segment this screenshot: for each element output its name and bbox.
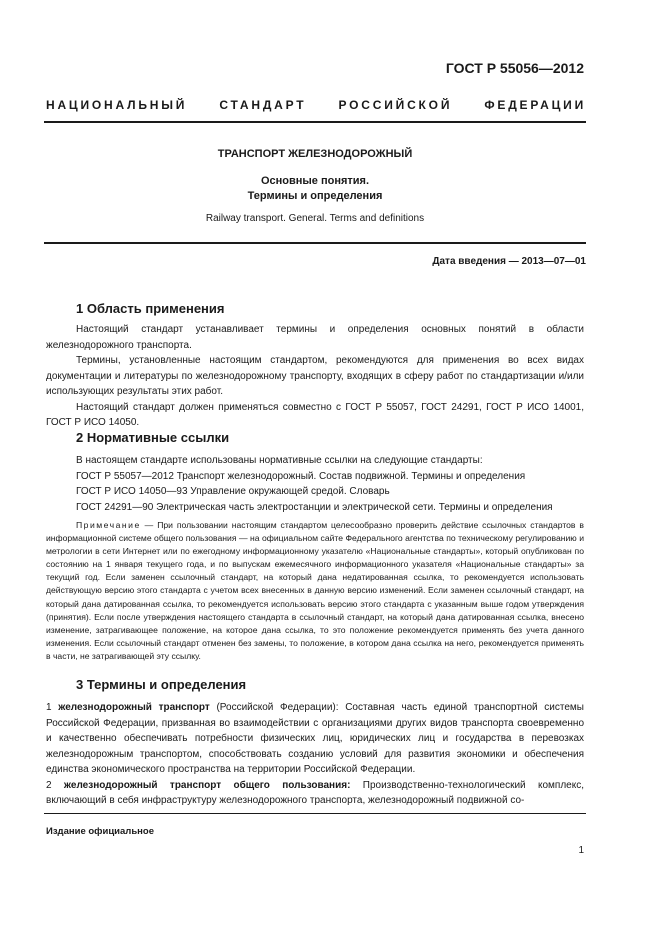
term-definition: (Российской Федерации): Составная часть единой транспортной системы Российской Федерации, призванная во взаимодействии с организациями других видов транспорта своевременно и качественно обеспечивать потребности физических лиц, юридических лиц и государства в перевозках железнодорожным транспортом, способствовать созданию условий для развития экономики и обеспечения единства экономического пространства на территории Российской Федерации. — [46, 702, 584, 775]
term-entry — [46, 700, 584, 778]
subtitle-line-2: Термины и определения — [247, 190, 383, 202]
standard-title: ТРАНСПОРТ ЖЕЛЕЗНОДОРОЖНЫЙ — [217, 148, 413, 160]
standard-subtitle — [44, 174, 586, 204]
english-title: Railway transport. General. Terms and definitions — [205, 213, 425, 224]
term-entry — [46, 778, 584, 809]
subtitle-line-1: Основные понятия. — [260, 175, 370, 187]
title-rule — [44, 242, 586, 244]
term-number: 1 — [46, 702, 52, 713]
paragraph: Настоящий стандарт должен применяться совместно с ГОСТ Р 55057, ГОСТ 24291, ГОСТ Р ИСО 14001, ГОСТ Р ИСО 14050. — [46, 401, 584, 428]
official-edition-label: Издание официальное — [46, 826, 154, 837]
term-definition: Производственно-технологический комплекс, включающий в себя инфраструктуру железнодорожного транспорта, железнодорожный подвижной со- — [46, 779, 585, 806]
reference-item: ГОСТ Р 55057—2012 Транспорт железнодорожный. Состав подвижной. Термины и определения — [76, 470, 526, 482]
term-name: железнодорожный транспорт — [58, 702, 210, 713]
standard-header-title: НАЦИОНАЛЬНЫЙ СТАНДАРТ РОССИЙСКОЙ ФЕДЕРАЦИИ — [46, 98, 586, 112]
section-2-body — [46, 453, 584, 515]
term-number: 2 — [46, 779, 52, 791]
reference-item: ГОСТ 24291—90 Электрическая часть электростанции и электрической сети. Термины и определения — [76, 501, 553, 513]
term-name: железнодорожный транспорт общего пользования: — [63, 779, 351, 791]
document-number: ГОСТ Р 55056—2012 — [445, 60, 584, 76]
section-1-heading: 1 Область применения — [76, 301, 225, 316]
header-rule — [44, 121, 586, 123]
reference-item: ГОСТ Р ИСО 14050—93 Управление окружающей средой. Словарь — [76, 486, 390, 497]
footer-rule — [44, 813, 586, 814]
introduction-date: Дата введения — 2013—07—01 — [432, 256, 586, 267]
paragraph: Настоящий стандарт устанавливает термины и определения основных понятий в области железнодорожного транспорта. — [46, 324, 584, 351]
section-2-heading: 2 Нормативные ссылки — [76, 430, 230, 445]
note-text: — При пользовании настоящим стандартом целесообразно проверить действие ссылочных стандартов в информационной системе общего пользования — на официальном сайте Федерального агентства по техническому регулированию и метрологии в сети Интернет или по ежегодному информационному указателю «Национальные стандарты», который опубликован по состоянию на 1 января текущего года, и по выпускам ежемесячного информационного указателя «Национальные стандарты» за текущий год. Если заменен ссылочный стандарт, на который дана недатированная ссылка, то рекомендуется использовать действующую версию этого стандарта с учетом всех внесенных в данную версию изменений. Если заменен ссылочный стандарт, на который дана датированная ссылка, то рекомендуется использовать версию этого стандарта с указанным выше годом утверждения (принятия). Если после утверждения настоящего стандарта в ссылочный стандарт, на который дана датированная ссылка, внесено изменение, затрагивающее положение, на которое дана ссылка, то это положение рекомендуется применять без учета данного изменения. Если ссылочный стандарт отменен без замены, то положение, в котором дана ссылка на него, рекомендуется применять в части, не затрагивающей эту ссылку. — [46, 520, 584, 661]
note-block — [46, 519, 584, 663]
page-number: 1 — [578, 845, 584, 856]
terms-list — [46, 700, 584, 809]
paragraph: Термины, установленные настоящим стандартом, рекомендуются для применения во всех видах документации и литературы по железнодорожному транспорту, входящих в сферу работ по стандартизации и/или использующих результаты этих работ. — [46, 355, 584, 397]
note-label: Примечание — [76, 520, 141, 530]
section-1-body — [46, 322, 584, 431]
paragraph: В настоящем стандарте использованы нормативные ссылки на следующие стандарты: — [76, 455, 483, 466]
section-3-heading: 3 Термины и определения — [76, 677, 247, 692]
